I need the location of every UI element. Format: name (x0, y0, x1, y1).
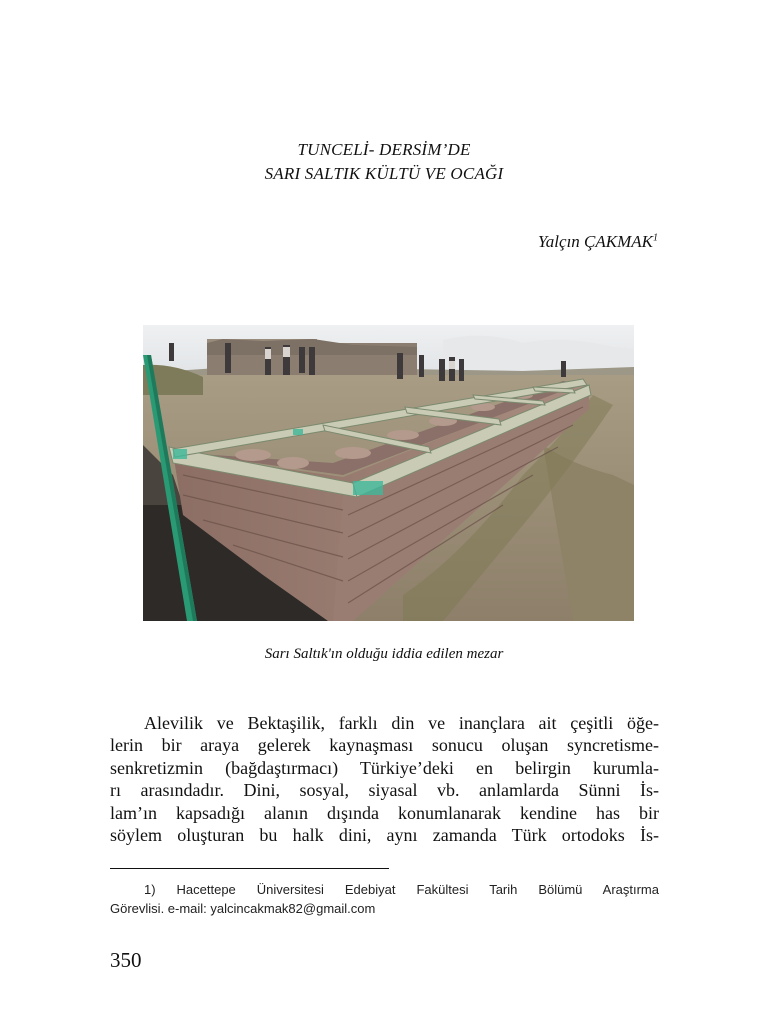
body-line: lerin bir araya gelerek kaynaşması sonucu oluşan syncretisme- (110, 735, 659, 756)
article-title (0, 138, 768, 186)
footnote (110, 880, 659, 918)
body-line: senkretizmin (bağdaştırmacı) Türkiye’deki en belirgin kurumla- (110, 757, 659, 778)
title-line-2: SARI SALTIK KÜLTÜ VE OCAĞI (264, 164, 504, 183)
footnote-line-2: Görevlisi. e-mail: yalcincakmak82@gmail.com (110, 901, 376, 916)
body-line: Alevilik ve Bektaşilik, farklı din ve inançlara ait çeşitli öğe- (144, 713, 659, 733)
footnote-rule (110, 868, 389, 869)
author-name (538, 232, 658, 252)
author-name-text: Yalçın ÇAKMAK (537, 232, 653, 251)
body-line: lam’ın kapsadığı alanın dışında konumlanarak kendine has bir (110, 802, 659, 823)
body-paragraph (110, 712, 659, 846)
title-line-1: TUNCELİ- DERSİM’DE (297, 140, 471, 159)
body-line: söylem oluşturan bu halk dini, aynı zamanda Türk ortodoks İs- (110, 825, 659, 846)
author-footnote-mark: 1 (653, 232, 658, 244)
grave-photo (143, 325, 634, 621)
page-number: 350 (110, 948, 142, 972)
footnote-line-1: 1) Hacettepe Üniversitesi Edebiyat Fakültesi Tarih Bölümü Araştırma (144, 882, 659, 897)
body-line: rı arasındadır. Dini, sosyal, siyasal vb. anlamlarda Sünni İs- (110, 780, 659, 801)
figure-caption: Sarı Saltık'ın olduğu iddia edilen mezar (264, 646, 504, 662)
